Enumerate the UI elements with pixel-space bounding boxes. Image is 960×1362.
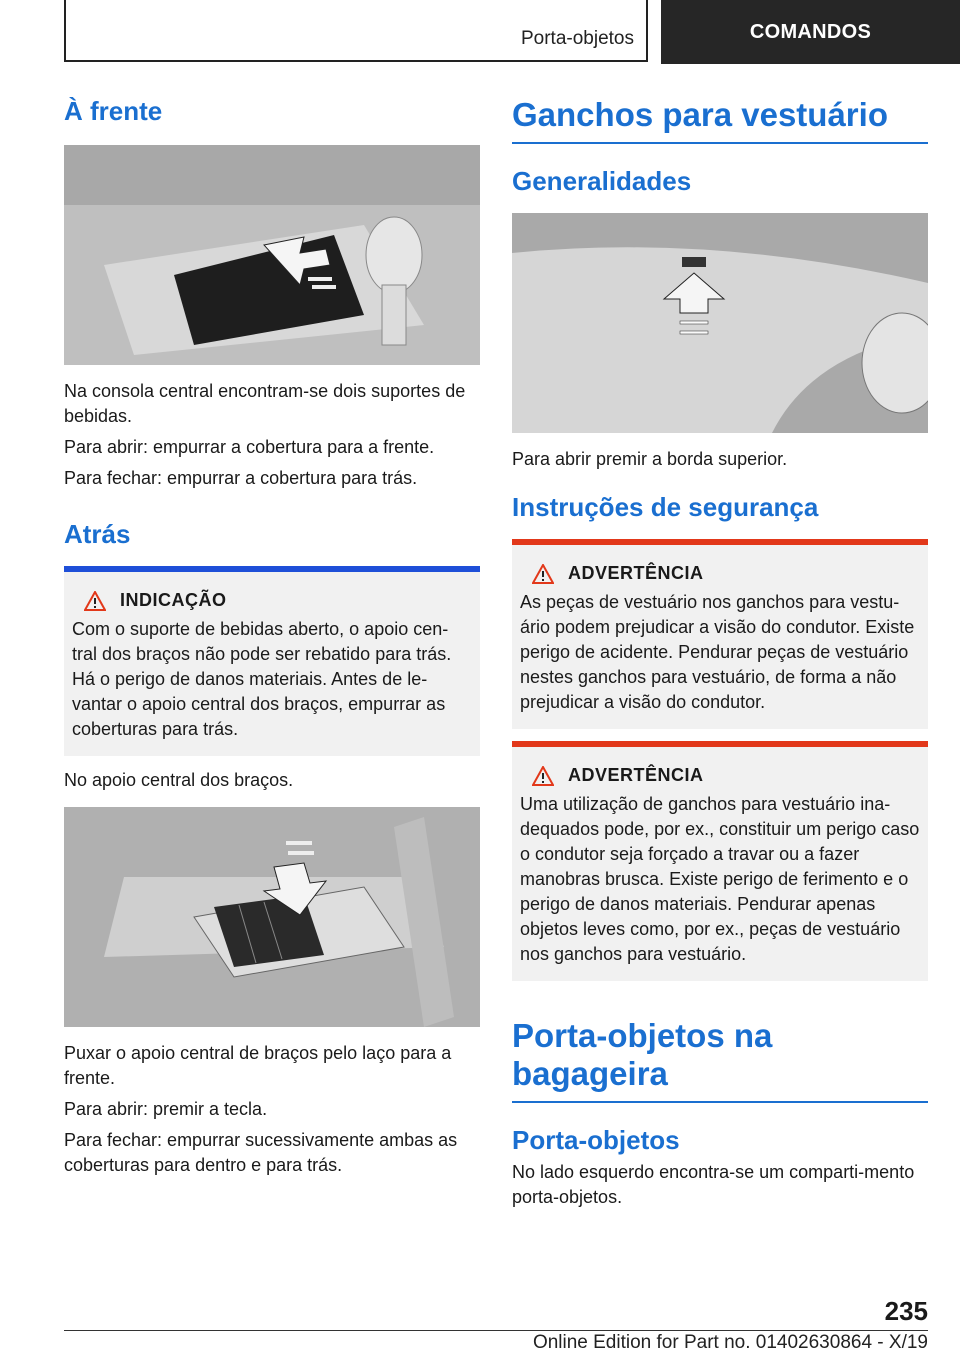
warning-triangle-icon — [532, 766, 554, 786]
general-paragraph: Para abrir premir a borda superior. — [512, 449, 788, 469]
storage-paragraph: No lado esquerdo encontra-se um comparti-mento porta-objetos. — [512, 1162, 915, 1207]
warning-title-1: ADVERTÊNCIA — [568, 563, 704, 583]
warning-bar-2 — [512, 741, 928, 747]
left-column — [64, 96, 480, 1178]
front-paragraph-2: Para abrir: empurrar a cobertura para a frente. — [64, 437, 435, 457]
warning-title-2: ADVERTÊNCIA — [568, 765, 704, 785]
warning-header-1 — [520, 563, 920, 584]
page-number: 235 — [884, 1296, 928, 1326]
notice-title: INDICAÇÃO — [120, 590, 227, 610]
notice-header — [72, 590, 472, 611]
notice-text: Com o suporte de bebidas aberto, o apoio cen-tral dos braços não pode ser rebatido para trás. Há o perigo de danos materiais. Antes de le-vantar o apoio central dos braços, empurrar as coberturas para trás. — [72, 619, 452, 739]
warning-box-1 — [512, 539, 928, 729]
right-column — [512, 96, 928, 1210]
header-chapter-tab: COMANDOS — [661, 0, 960, 64]
warning-box-2 — [512, 741, 928, 981]
rear-heading: Atrás — [64, 519, 131, 549]
rear-paragraph-3: Para abrir: premir a tecla. — [64, 1099, 268, 1119]
armrest-photo — [64, 807, 480, 1027]
rear-paragraph-1: No apoio central dos braços. — [64, 770, 294, 790]
front-paragraph-3: Para fechar: empurrar a cobertura para trás. — [64, 468, 418, 488]
general-heading: Generalidades — [512, 166, 692, 196]
notice-bar — [64, 566, 480, 572]
cupholder-front-photo — [64, 145, 480, 365]
page-header — [0, 0, 960, 66]
rear-paragraph-2: Puxar o apoio central de braços pelo laço para a frente. — [64, 1043, 452, 1088]
rear-paragraph-4: Para fechar: empurrar sucessivamente ambas as coberturas para dentro e para trás. — [64, 1130, 458, 1175]
warning-header-2 — [520, 765, 920, 786]
safety-heading: Instruções de segurança — [512, 492, 819, 522]
footer-divider — [64, 1330, 928, 1331]
warning-triangle-icon — [532, 564, 554, 584]
hooks-heading: Ganchos para vestuário — [512, 96, 928, 144]
storage-heading: Porta-objetos — [512, 1125, 680, 1155]
front-paragraph-1: Na consola central encontram-se dois suportes de bebidas. — [64, 381, 466, 426]
header-section-title: Porta-objetos — [520, 28, 634, 49]
warning-text-1: As peças de vestuário nos ganchos para vestu-ário podem prejudicar a visão do condutor. Existe perigo de acidente. Pendurar peças de vestuário nestes ganchos para vestuário, de forma a não prejudicar a visão do condutor. — [520, 592, 915, 712]
front-heading: À frente — [64, 96, 163, 126]
warning-text-2: Uma utilização de ganchos para vestuário ina-dequados pode, por ex., constituir um perigo caso o condutor seja forçado a travar ou a fazer manobras brusca. Existe perigo de ferimento e o perigo de danos materiais. Pendurar apenas objetos leves como, por ex., peças de vestuário nos ganchos para vestuário. — [520, 794, 920, 964]
warning-triangle-icon — [84, 591, 106, 611]
coat-hook-photo — [512, 213, 928, 433]
trunk-heading: Porta-objetos na bagageira — [512, 1017, 928, 1103]
edition-note: Online Edition for Part no. 01402630864 - X/19 — [532, 1332, 928, 1353]
notice-box — [64, 566, 480, 756]
warning-bar-1 — [512, 539, 928, 545]
